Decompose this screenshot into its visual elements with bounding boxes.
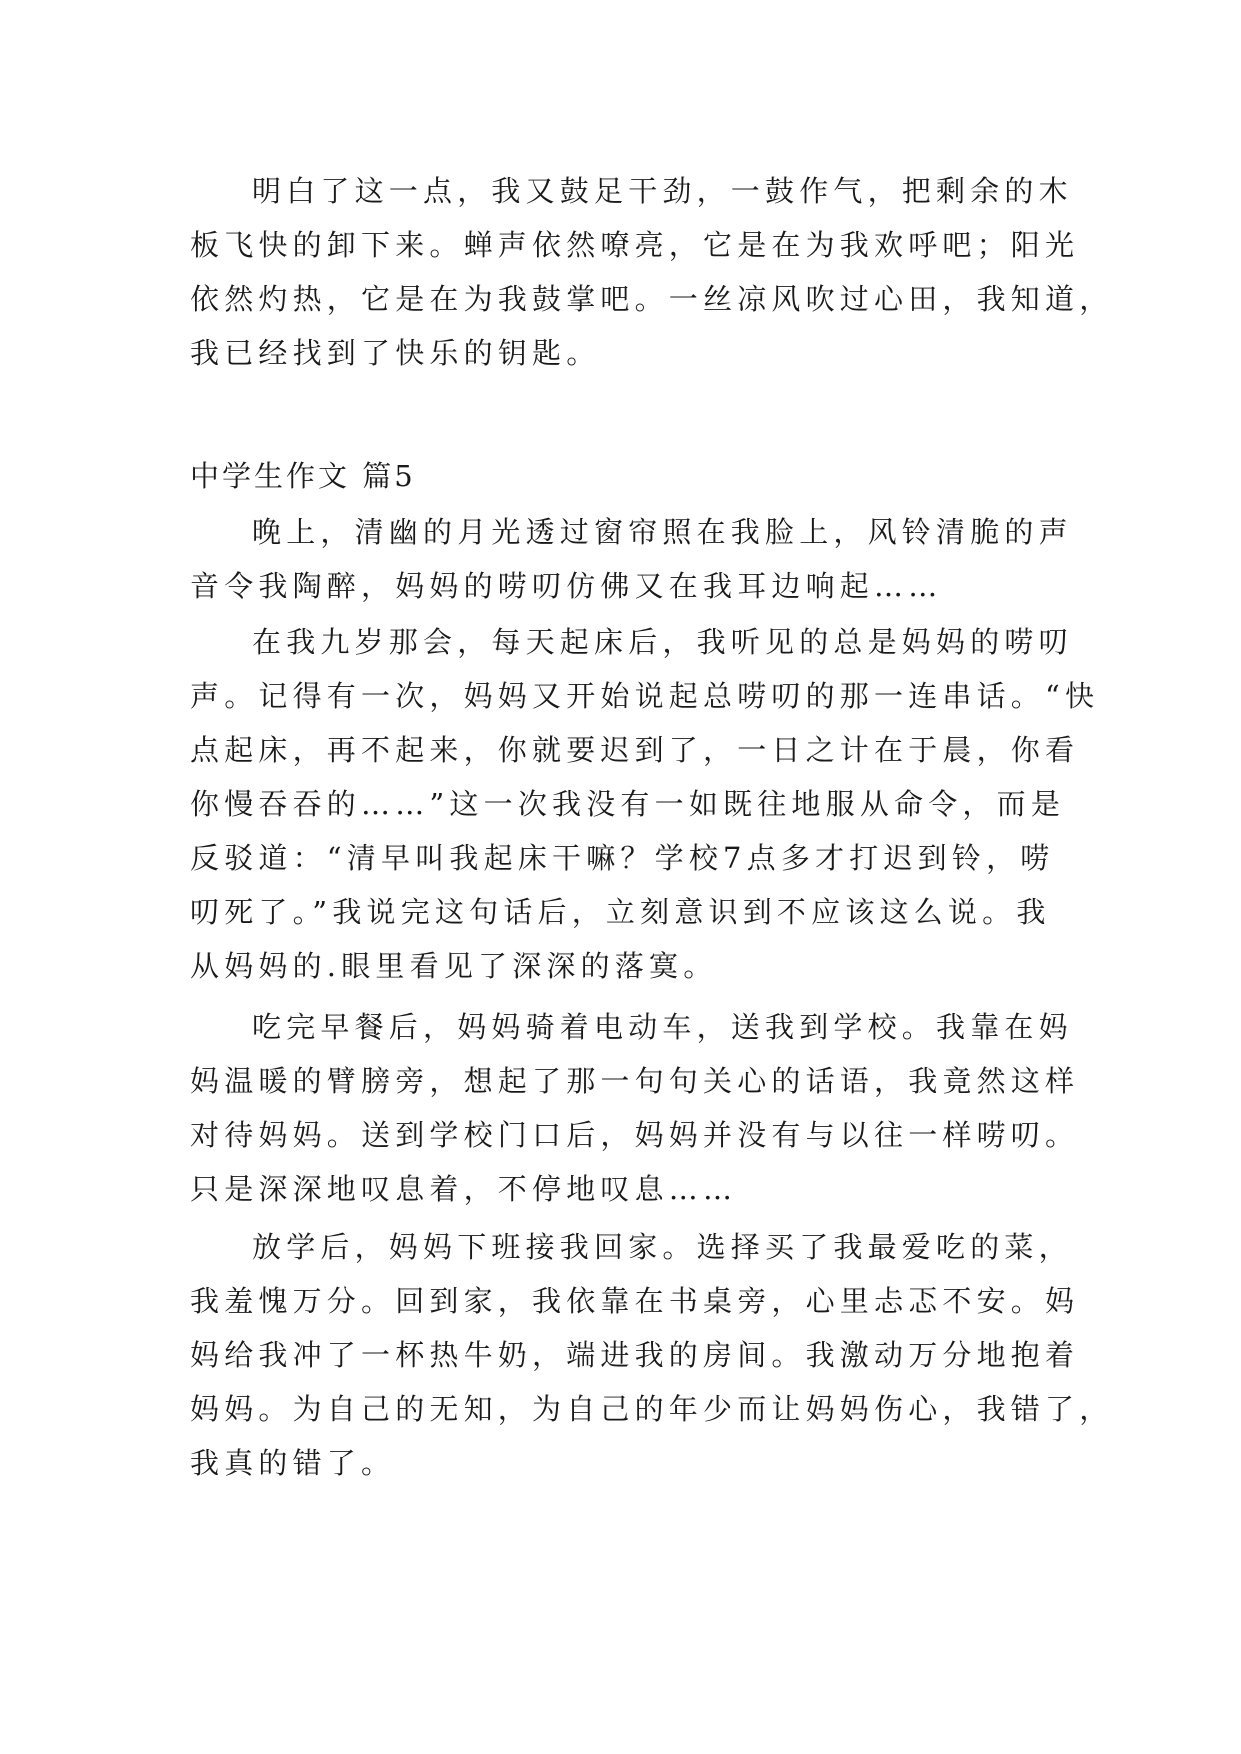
paragraph-3 [190,1000,1080,1216]
text-line: 叨死了。”我说完这句话后，立刻意识到不应该这么说。我 [190,895,1051,929]
paragraph-1 [190,505,1073,613]
text-line: 妈温暖的臂膀旁，想起了那一句句关心的话语，我竟然这样 [190,1064,1080,1098]
text-line: 点起床，再不起来，你就要迟到了，一日之计在于晨，你看 [190,733,1080,767]
section-title: 中学生作文 篇5 [190,459,416,493]
text-line: 我已经找到了快乐的钥匙。 [190,336,601,370]
text-line: 从妈妈的.眼里看见了深深的落寞。 [190,949,718,983]
text-line: 你慢吞吞的……”这一次我没有一如既往地服从命令，而是 [190,787,1066,821]
text-line: 我真的错了。 [190,1446,396,1480]
text-line: 板飞快的卸下来。蝉声依然嘹亮，它是在为我欢呼吧；阳光 [190,228,1080,262]
text-line: 吃完早餐后，妈妈骑着电动车，送我到学校。我靠在妈 [252,1010,1073,1044]
text-line: 对待妈妈。送到学校门口后，妈妈并没有与以往一样唠叨。 [190,1118,1080,1152]
text-line: 放学后，妈妈下班接我回家。选择买了我最爱吃的菜， [252,1230,1073,1264]
text-line: 我羞愧万分。回到家，我依靠在书桌旁，心里忐忑不安。妈 [190,1284,1080,1318]
text-line: 反驳道：“清早叫我起床干嘛？学校7点多才打迟到铃，唠 [190,841,1055,875]
text-line: 音令我陶醉，妈妈的唠叨仿佛又在我耳边响起…… [190,569,943,603]
text-line: 晚上，清幽的月光透过窗帘照在我脸上，风铃清脆的声 [252,515,1073,549]
text-line: 在我九岁那会，每天起床后，我听见的总是妈妈的唠叨 [252,625,1073,659]
text-line: 只是深深地叹息着，不停地叹息…… [190,1172,738,1206]
text-line: 妈妈。为自己的无知，为自己的年少而让妈妈伤心，我错了， [190,1392,1114,1426]
text-line: 依然灼热，它是在为我鼓掌吧。一丝凉风吹过心田，我知道， [190,282,1114,316]
text-line: 声。记得有一次，妈妈又开始说起总唠叨的那一连串话。“快 [190,679,1100,713]
text-line: 妈给我冲了一杯热牛奶，端进我的房间。我激动万分地抱着 [190,1338,1080,1372]
paragraph-4 [190,1220,1114,1490]
paragraph-2 [190,615,1100,993]
text-line: 明白了这一点，我又鼓足干劲，一鼓作气，把剩余的木 [252,174,1073,208]
intro-paragraph [190,164,1114,380]
